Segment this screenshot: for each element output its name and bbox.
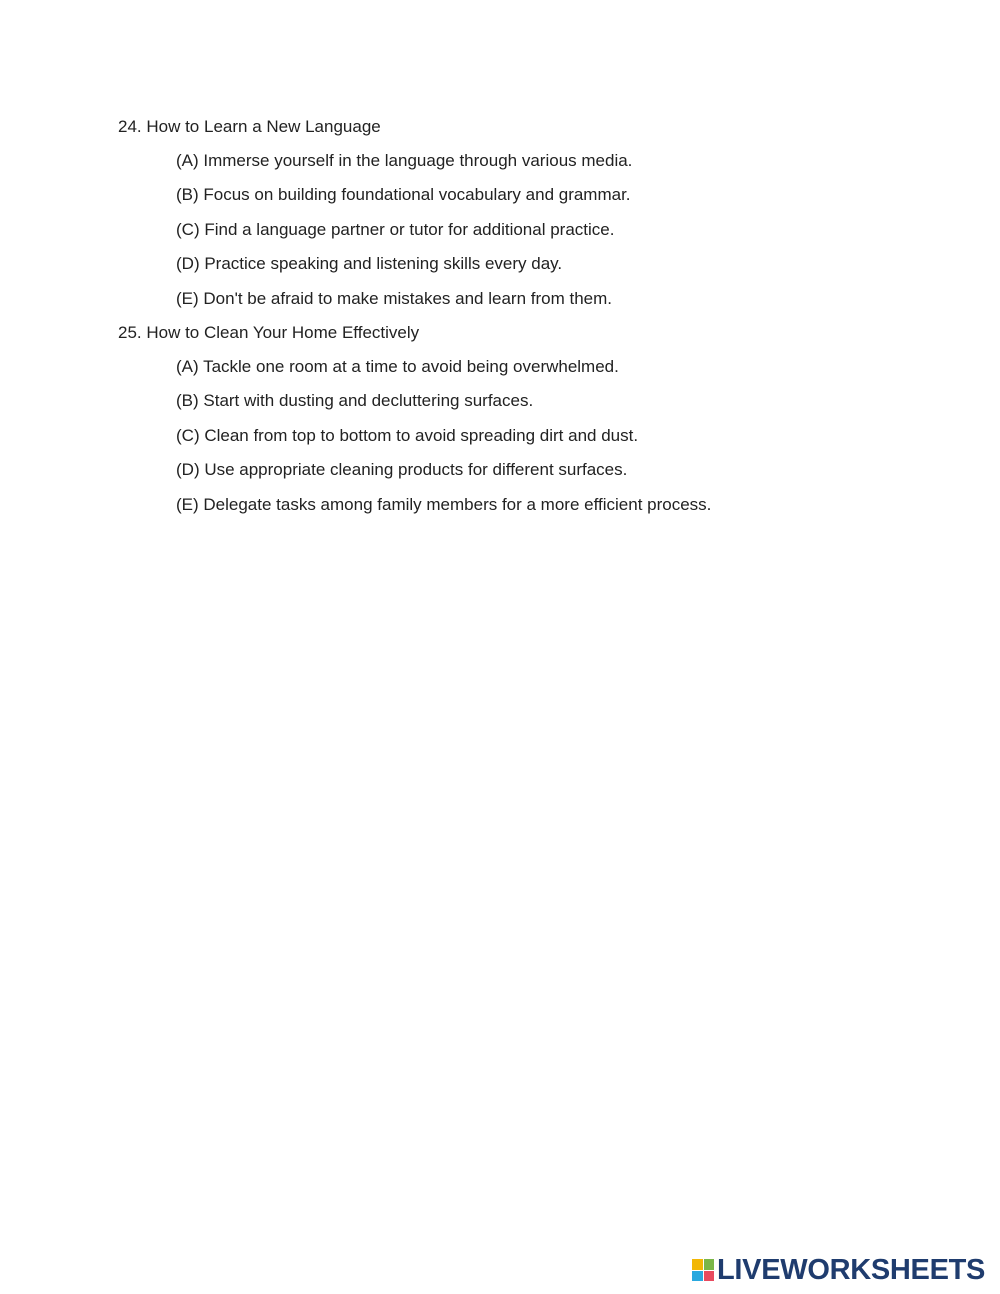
option-a: (A) Immerse yourself in the language through various media.	[176, 151, 633, 170]
option-c: (C) Find a language partner or tutor for additional practice.	[176, 219, 615, 239]
question-title: 24. How to Learn a New Language	[118, 117, 381, 136]
option-d: (D) Use appropriate cleaning products for different surfaces.	[176, 460, 628, 480]
question-block-24	[118, 116, 938, 310]
liveworksheets-logo-icon	[692, 1259, 714, 1281]
option-b: (B) Focus on building foundational vocabulary and grammar.	[176, 185, 631, 205]
logo-text: LIVEWORKSHEETS	[717, 1254, 986, 1286]
option-d: (D) Practice speaking and listening skills every day.	[176, 254, 563, 274]
question-title: 25. How to Clean Your Home Effectively	[118, 322, 420, 342]
option-e: (E) Delegate tasks among family members for a more efficient process.	[176, 494, 712, 514]
option-b: (B) Start with dusting and decluttering surfaces.	[176, 391, 534, 411]
liveworksheets-logo	[692, 1255, 985, 1285]
option-a: (A) Tackle one room at a time to avoid being overwhelmed.	[176, 356, 619, 376]
option-c: (C) Clean from top to bottom to avoid spreading dirt and dust.	[176, 425, 639, 445]
question-block-25	[118, 322, 938, 516]
worksheet-content	[118, 116, 938, 528]
option-e: (E) Don't be afraid to make mistakes and learn from them.	[176, 288, 612, 308]
